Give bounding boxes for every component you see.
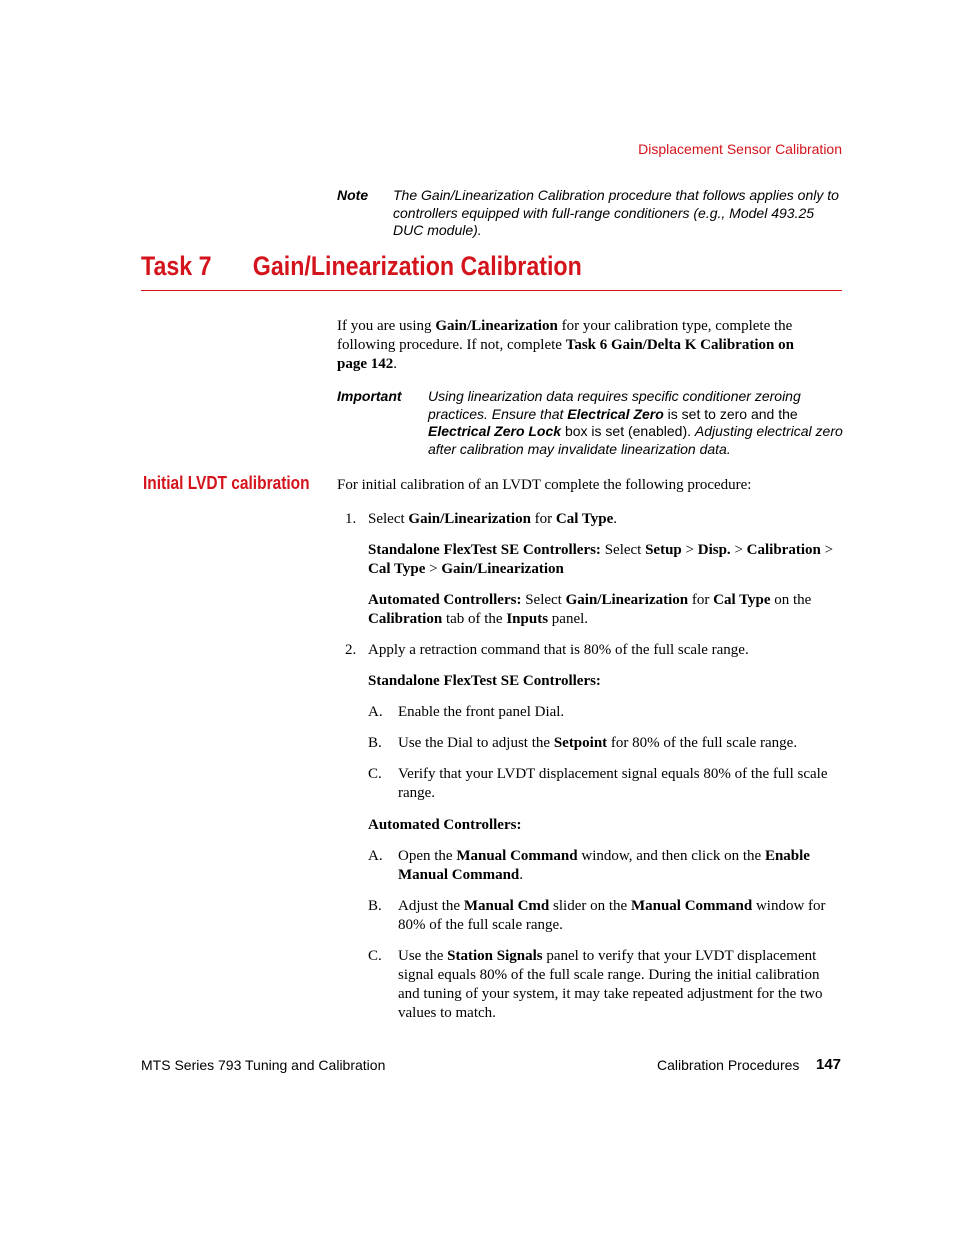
- standalone-b-text: Use the Dial to adjust the Setpoint for 80% of the full scale range.: [398, 735, 798, 751]
- standalone-b-letter: B.: [368, 735, 382, 751]
- step-1-number: 1.: [345, 511, 357, 527]
- task-number: Task 7: [141, 251, 212, 281]
- automated-a-text: Open the Manual Command window, and then click on the Enable Manual Command.: [398, 848, 810, 883]
- heading-rule: [141, 290, 842, 291]
- automated-b-letter: B.: [368, 898, 382, 914]
- step-1-automated: Automated Controllers: Select Gain/Linearization for Cal Type on the Calibration tab of the Inputs panel.: [368, 592, 812, 627]
- important-label: Important: [337, 388, 402, 404]
- automated-c-text: Use the Station Signals panel to verify that your LVDT displacement signal equals 80% of the full scale range. During the initial calibration and tuning of your system, it may take repeated adjustment for the two values to match.: [398, 948, 823, 1021]
- standalone-a-letter: A.: [368, 704, 383, 720]
- step-1-text: Select Gain/Linearization for Cal Type.: [368, 511, 618, 527]
- running-header: Displacement Sensor Calibration: [638, 141, 842, 157]
- standalone-c-letter: C.: [368, 766, 382, 782]
- intro-paragraph: If you are using Gain/Linearization for your calibration type, complete the following procedure. If not, complete Task 6 Gain/Delta K Calibration on page 142.: [337, 318, 794, 372]
- step-2-number: 2.: [345, 642, 357, 658]
- footer-chapter: Calibration Procedures: [657, 1057, 800, 1073]
- automated-heading: Automated Controllers:: [368, 817, 522, 833]
- note-label: Note: [337, 187, 369, 203]
- automated-b-text: Adjust the Manual Cmd slider on the Manual Command window for 80% of the full scale range.: [398, 898, 826, 933]
- task-heading: [141, 251, 582, 282]
- section-intro: For initial calibration of an LVDT complete the following procedure:: [337, 477, 752, 493]
- page-number: 147: [816, 1056, 842, 1073]
- note-text: The Gain/Linearization Calibration procedure that follows applies only to controllers equipped with full-range conditioners (e.g., Model 493.25 DUC module).: [393, 187, 839, 238]
- standalone-heading: Standalone FlexTest SE Controllers:: [368, 673, 601, 689]
- task-title: Gain/Linearization Calibration: [252, 251, 582, 281]
- automated-c-letter: C.: [368, 948, 382, 964]
- side-heading: Initial LVDT calibration: [143, 473, 310, 493]
- automated-a-letter: A.: [368, 848, 383, 864]
- standalone-c-text: Verify that your LVDT displacement signal equals 80% of the full scale range.: [398, 766, 828, 801]
- step-1-standalone: Standalone FlexTest SE Controllers: Select Setup > Disp. > Calibration > Cal Type > Gain/Linearization: [368, 542, 834, 577]
- standalone-a-text: Enable the front panel Dial.: [398, 704, 565, 720]
- important-text: Using linearization data requires specific conditioner zeroing practices. Ensure that Electrical Zero is set to zero and the Electrical Zero Lock box is set (enabled). Adjusting electrical zero after calibration may invalidate linearization data.: [428, 388, 843, 457]
- footer-title: MTS Series 793 Tuning and Calibration: [141, 1057, 386, 1073]
- step-2-text: Apply a retraction command that is 80% of the full scale range.: [368, 642, 749, 658]
